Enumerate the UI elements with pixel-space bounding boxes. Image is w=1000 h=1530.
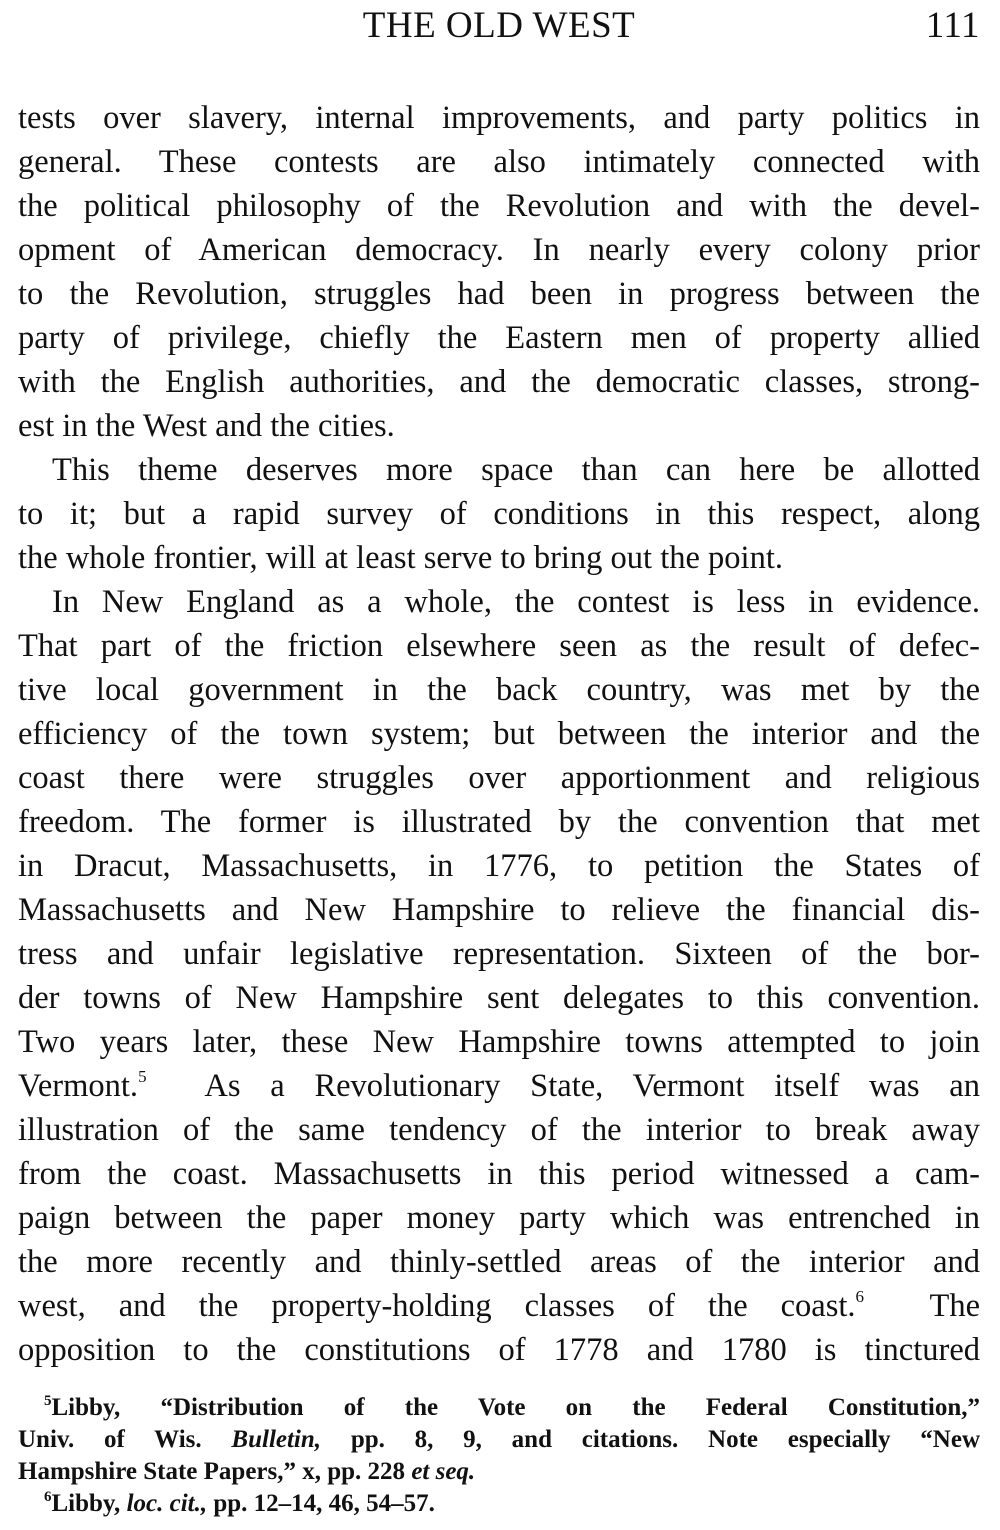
running-title: THE OLD WEST xyxy=(362,5,636,46)
text-line: the political philosophy of the Revolution and with the devel- xyxy=(18,188,980,224)
text-line: est in the West and the cities. xyxy=(18,408,395,444)
footnote-6 xyxy=(18,1488,980,1520)
footnote-5 xyxy=(18,1392,980,1424)
text-line: to the Revolution, struggles had been in progress between the xyxy=(18,276,980,312)
text-line: opposition to the constitutions of 1778 and 1780 is tinctured xyxy=(18,1332,980,1368)
text-line: coast there were struggles over apportionment and religious xyxy=(18,760,980,796)
text-line: the more recently and thinly-settled areas of the interior and xyxy=(18,1244,980,1280)
footnote-5-line xyxy=(18,1456,980,1488)
text-line: In New England as a whole, the contest is less in evidence. xyxy=(52,584,980,620)
text-line: with the English authorities, and the democratic classes, strong- xyxy=(18,364,980,400)
page-number: 111 xyxy=(925,5,980,46)
text-segment: west, and the property-holding classes of the coast. xyxy=(18,1288,856,1324)
text-line: Massachusetts and New Hampshire to relieve the financial dis- xyxy=(18,892,980,928)
text-line: tests over slavery, internal improvements, and party politics in xyxy=(18,100,980,136)
footnote-text: Univ. of Wis. xyxy=(18,1426,232,1453)
text-line: der towns of New Hampshire sent delegates to this convention. xyxy=(18,980,980,1016)
text-line: illustration of the same tendency of the interior to break away xyxy=(18,1112,980,1148)
text-line: general. These contests are also intimately connected with xyxy=(18,144,980,180)
footnote-text: Libby, “Distribution of the Vote on the Federal Constitution,” xyxy=(51,1394,980,1421)
text-line: Two years later, these New Hampshire towns attempted to join xyxy=(18,1024,980,1060)
footnote-text: Libby, xyxy=(51,1490,127,1517)
text-line: opment of American democracy. In nearly every colony prior xyxy=(18,232,980,268)
text-line xyxy=(18,1284,980,1328)
text-line: freedom. The former is illustrated by the convention that met xyxy=(18,804,980,840)
text-line: paign between the paper money party which was entrenched in xyxy=(18,1200,980,1236)
footnote-text: pp. 8, 9, and citations. Note especially “New xyxy=(321,1426,980,1453)
text-segment: Vermont. xyxy=(18,1068,139,1104)
text-line: to it; but a rapid survey of conditions in this respect, along xyxy=(18,496,980,532)
footnote-marker: 6 xyxy=(44,1489,52,1505)
footnote-text: pp. 12–14, 46, 54–57. xyxy=(207,1490,435,1517)
text-line: tive local government in the back country, was met by the xyxy=(18,672,980,708)
text-line: in Dracut, Massachusetts, in 1776, to petition the States of xyxy=(18,848,980,884)
footnote-ref-6: 6 xyxy=(855,1287,865,1306)
text-line: This theme deserves more space than can here be allotted xyxy=(52,452,980,488)
footnote-ref-5: 5 xyxy=(138,1067,147,1086)
footnotes xyxy=(18,1392,980,1520)
text-line: party of privilege, chiefly the Eastern men of property allied xyxy=(18,320,980,356)
footnote-italic: loc. cit., xyxy=(126,1490,208,1517)
running-header xyxy=(18,0,980,56)
footnote-italic: et seq. xyxy=(411,1458,476,1485)
footnote-marker: 5 xyxy=(44,1393,52,1409)
text-line: from the coast. Massachusetts in this period witnessed a cam- xyxy=(18,1156,980,1192)
text-segment: As a Revolutionary State, Vermont itself was an xyxy=(204,1068,980,1104)
text-line: That part of the friction elsewhere seen as the result of defec- xyxy=(18,628,980,664)
book-page xyxy=(18,0,980,1520)
text-segment: The xyxy=(929,1288,980,1324)
footnote-text: Hampshire State Papers,” x, pp. 228 xyxy=(18,1458,412,1485)
footnote-italic: Bulletin, xyxy=(231,1426,322,1453)
text-line xyxy=(18,1064,980,1108)
text-line: tress and unfair legislative representation. Sixteen of the bor- xyxy=(18,936,980,972)
text-line: efficiency of the town system; but between the interior and the xyxy=(18,716,980,752)
body-text xyxy=(18,96,980,1372)
text-line: the whole frontier, will at least serve to bring out the point. xyxy=(18,540,783,576)
footnote-5-line xyxy=(18,1424,980,1456)
